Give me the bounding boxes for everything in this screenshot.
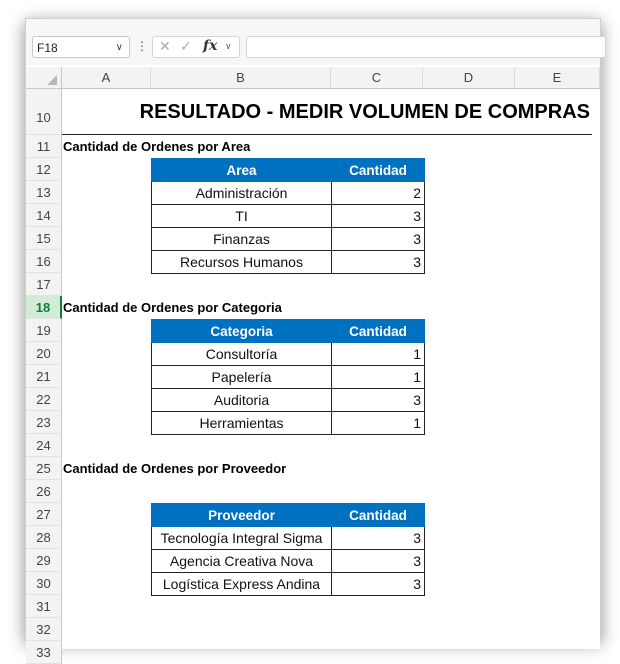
- report-title: RESULTADO - MEDIR VOLUMEN DE COMPRAS: [62, 89, 592, 135]
- row-header-11[interactable]: 11: [26, 135, 62, 158]
- area-table: [151, 158, 425, 274]
- formula-bar: [26, 19, 600, 65]
- row-header-22[interactable]: 22: [26, 388, 62, 411]
- column-header-e[interactable]: E: [515, 67, 600, 89]
- column-header-a[interactable]: A: [62, 67, 151, 89]
- table-cell[interactable]: 3: [332, 228, 425, 251]
- row-header-15[interactable]: 15: [26, 227, 62, 250]
- name-box-value: F18: [37, 41, 58, 55]
- table-row: [152, 182, 425, 205]
- row-header-18[interactable]: 18: [26, 296, 62, 319]
- table-cell[interactable]: Consultoría: [152, 343, 332, 366]
- table-cell[interactable]: Papelería: [152, 366, 332, 389]
- table-cell[interactable]: Herramientas: [152, 412, 332, 435]
- more-options-icon[interactable]: ⋮: [136, 39, 148, 53]
- row-header-28[interactable]: 28: [26, 526, 62, 549]
- row-header-24[interactable]: 24: [26, 434, 62, 457]
- row-header-12[interactable]: 12: [26, 158, 62, 181]
- row-header-33[interactable]: 33: [26, 641, 62, 664]
- row-header-17[interactable]: 17: [26, 273, 62, 296]
- table-cell[interactable]: 2: [332, 182, 425, 205]
- name-box[interactable]: [32, 36, 130, 58]
- table-row: [152, 366, 425, 389]
- table-cell[interactable]: 3: [332, 550, 425, 573]
- section-heading: Cantidad de Ordenes por Categoria: [63, 300, 282, 315]
- row-header-13[interactable]: 13: [26, 181, 62, 204]
- column-header-d[interactable]: D: [423, 67, 515, 89]
- section-heading: Cantidad de Ordenes por Proveedor: [63, 461, 287, 476]
- chevron-down-icon[interactable]: ∨: [225, 41, 232, 51]
- table-cell[interactable]: 3: [332, 389, 425, 412]
- table-cell[interactable]: TI: [152, 205, 332, 228]
- table-row: [152, 251, 425, 274]
- row-header-31[interactable]: 31: [26, 595, 62, 618]
- row-header-10[interactable]: 10: [26, 89, 62, 135]
- row-header-25[interactable]: 25: [26, 457, 62, 480]
- row-header-19[interactable]: 19: [26, 319, 62, 342]
- row-header-30[interactable]: 30: [26, 572, 62, 595]
- chevron-down-icon[interactable]: ∨: [115, 42, 123, 53]
- column-header-b[interactable]: B: [151, 67, 331, 89]
- table-row: [152, 343, 425, 366]
- table-cell[interactable]: Administración: [152, 182, 332, 205]
- column-header-c[interactable]: C: [331, 67, 423, 89]
- table-row: [152, 527, 425, 550]
- table-row: [152, 205, 425, 228]
- table-cell[interactable]: Logística Express Andina: [152, 573, 332, 596]
- table-header-cell[interactable]: Proveedor: [152, 504, 332, 527]
- table-cell[interactable]: 3: [332, 527, 425, 550]
- table-cell[interactable]: 1: [332, 366, 425, 389]
- enter-icon[interactable]: ✓: [180, 38, 192, 54]
- row-header-23[interactable]: 23: [26, 411, 62, 434]
- excel-window: [25, 18, 601, 660]
- formula-actions: [152, 36, 240, 58]
- table-cell[interactable]: 1: [332, 412, 425, 435]
- table-cell[interactable]: Recursos Humanos: [152, 251, 332, 274]
- table-cell[interactable]: Finanzas: [152, 228, 332, 251]
- table-row: [152, 550, 425, 573]
- formula-input[interactable]: [246, 36, 606, 58]
- row-header-16[interactable]: 16: [26, 250, 62, 273]
- table-cell[interactable]: Agencia Creativa Nova: [152, 550, 332, 573]
- table-cell[interactable]: 1: [332, 343, 425, 366]
- supplier-table: [151, 503, 425, 596]
- cancel-icon[interactable]: ✕: [159, 38, 171, 54]
- table-header-cell[interactable]: Cantidad: [332, 320, 425, 343]
- table-cell[interactable]: 3: [332, 251, 425, 274]
- table-cell[interactable]: 3: [332, 205, 425, 228]
- table-row: [152, 228, 425, 251]
- row-header-29[interactable]: 29: [26, 549, 62, 572]
- category-table: [151, 319, 425, 435]
- row-header-21[interactable]: 21: [26, 365, 62, 388]
- table-header-cell[interactable]: Cantidad: [332, 504, 425, 527]
- table-header-cell[interactable]: Categoria: [152, 320, 332, 343]
- table-cell[interactable]: 3: [332, 573, 425, 596]
- table-row: [152, 389, 425, 412]
- table-row: [152, 573, 425, 596]
- table-row: [152, 412, 425, 435]
- insert-function-icon[interactable]: fx: [203, 38, 218, 54]
- row-header-20[interactable]: 20: [26, 342, 62, 365]
- row-header-27[interactable]: 27: [26, 503, 62, 526]
- section-heading: Cantidad de Ordenes por Area: [63, 139, 251, 154]
- row-header-32[interactable]: 32: [26, 618, 62, 641]
- row-header-26[interactable]: 26: [26, 480, 62, 503]
- table-header-cell[interactable]: Cantidad: [332, 159, 425, 182]
- table-cell[interactable]: Auditoria: [152, 389, 332, 412]
- table-header-cell[interactable]: Area: [152, 159, 332, 182]
- table-cell[interactable]: Tecnología Integral Sigma: [152, 527, 332, 550]
- row-header-14[interactable]: 14: [26, 204, 62, 227]
- select-all-corner[interactable]: [26, 67, 62, 89]
